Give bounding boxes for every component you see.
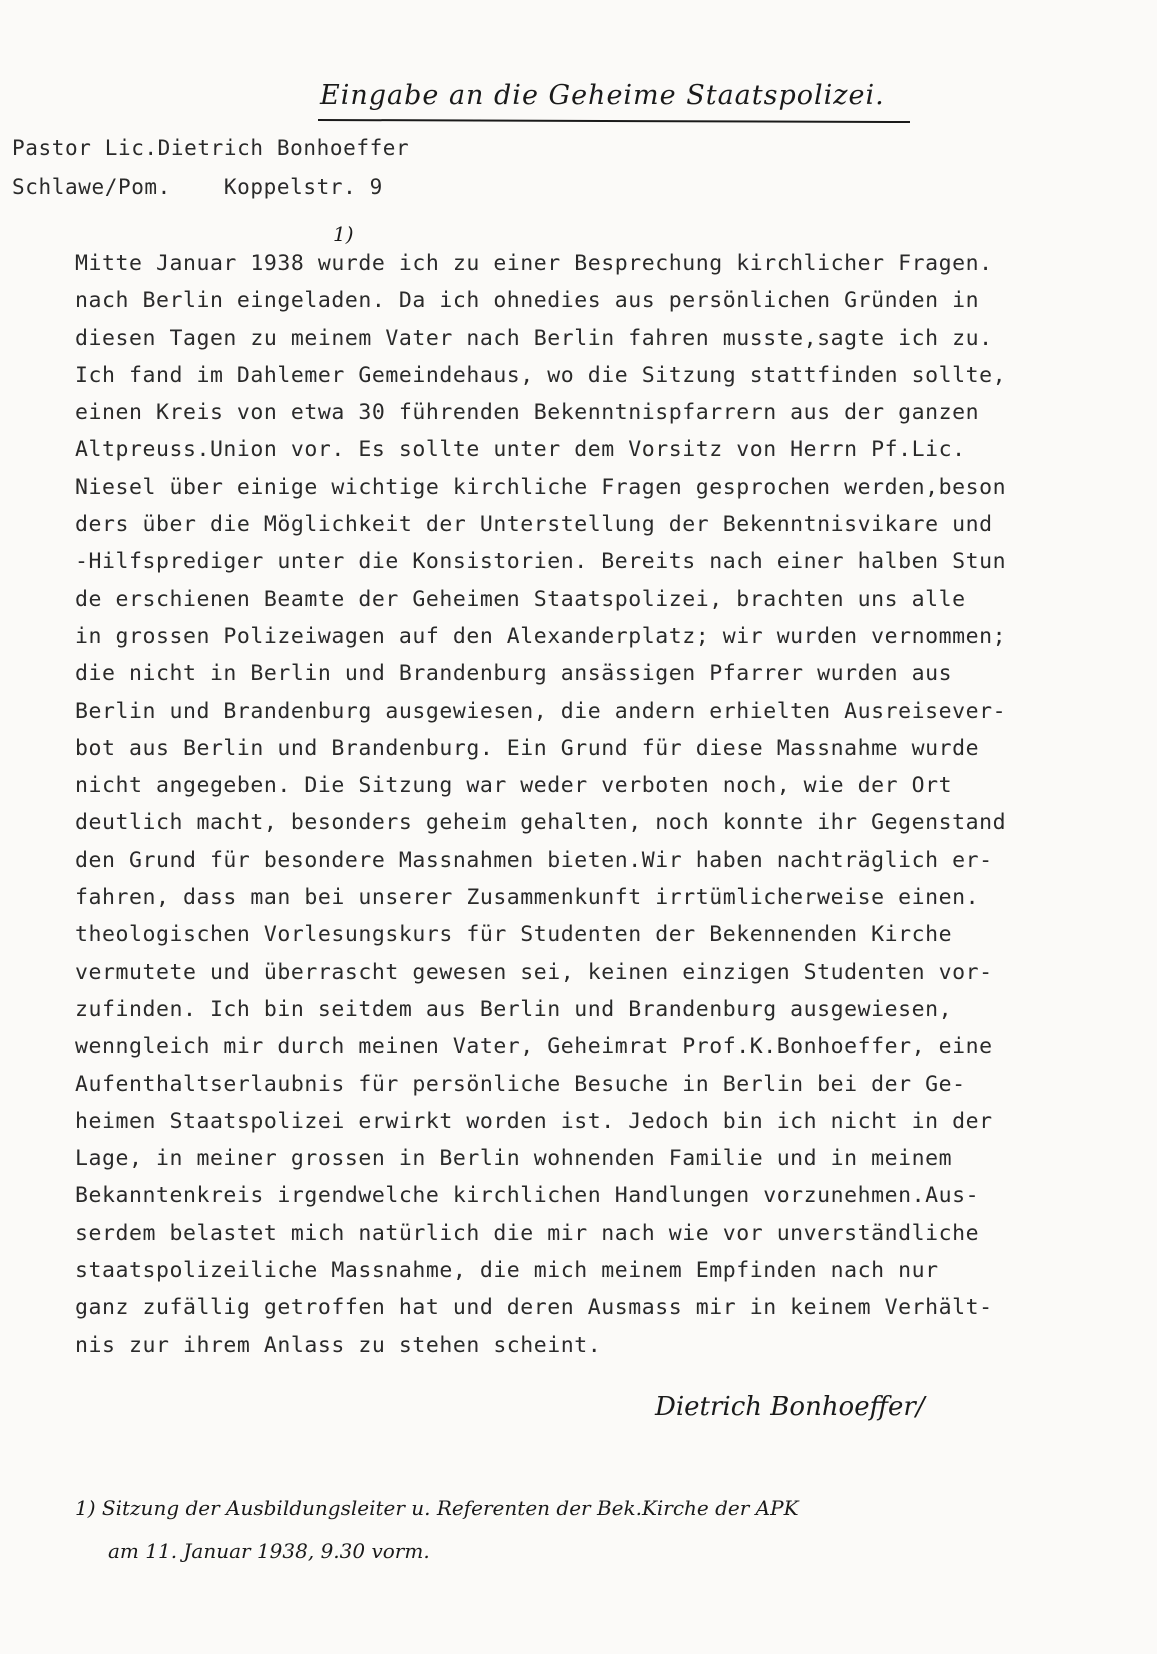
footnote-line-2: am 11. Januar 1938, 9.30 vorm. xyxy=(108,1539,430,1563)
body-line: heimen Staatspolizei erwirkt worden ist. Jedoch bin ich nicht in der xyxy=(75,1108,993,1134)
body-line: den Grund für besondere Massnahmen bieten.Wir haben nachträglich er- xyxy=(75,847,993,873)
body-line: Aufenthaltserlaubnis für persönliche Besuche in Berlin bei der Ge- xyxy=(75,1071,966,1097)
signature: Dietrich Bonhoeffer/ xyxy=(655,1392,925,1422)
footnote-marker: 1) xyxy=(333,222,354,246)
body-line: ganz zufällig getroffen hat und deren Ausmass mir in keinem Verhält- xyxy=(75,1295,993,1321)
body-line: zufinden. Ich bin seitdem aus Berlin und Brandenburg ausgewiesen, xyxy=(75,996,953,1022)
body-line: ders über die Möglichkeit der Unterstellung der Bekenntnisvikare und xyxy=(75,512,993,538)
body-line: die nicht in Berlin und Brandenburg ansässigen Pfarrer wurden aus xyxy=(75,661,953,687)
body-line: serdem belastet mich natürlich die mir nach wie vor unverständliche xyxy=(75,1220,980,1246)
body-line: theologischen Vorlesungskurs für Studenten der Bekennenden Kirche xyxy=(75,922,953,948)
body-line: Niesel über einige wichtige kirchliche Fragen gesprochen werden,beson xyxy=(75,474,1007,500)
body-line: Ich fand im Dahlemer Gemeindehaus, wo die Sitzung stattfinden sollte, xyxy=(75,362,1007,388)
body-line: de erschienen Beamte der Geheimen Staatspolizei, brachten uns alle xyxy=(75,586,966,612)
body-line: deutlich macht, besonders geheim gehalten, noch konnte ihr Gegenstand xyxy=(75,810,1007,836)
body-line: vermutete und überrascht gewesen sei, keinen einzigen Studenten vor- xyxy=(75,959,993,985)
sender-name: Pastor Lic.Dietrich Bonhoeffer xyxy=(12,136,410,160)
body-line: diesen Tagen zu meinem Vater nach Berlin fahren musste,sagte ich zu. xyxy=(75,325,993,351)
body-line: nis zur ihrem Anlass zu stehen scheint. xyxy=(75,1332,602,1358)
body-line: Bekanntenkreis irgendwelche kirchlichen Handlungen vorzunehmen.Aus- xyxy=(75,1183,980,1209)
body-line: staatspolizeiliche Massnahme, die mich meinem Empfinden nach nur xyxy=(75,1258,939,1284)
sender-address: Schlawe/Pom. Koppelstr. 9 xyxy=(12,175,383,199)
body-line: einen Kreis von etwa 30 führenden Bekenntnispfarrern aus der ganzen xyxy=(75,400,980,426)
body-line: fahren, dass man bei unserer Zusammenkunft irrtümlicherweise einen. xyxy=(75,885,980,911)
body-line: Lage, in meiner grossen in Berlin wohnenden Familie und in meinem xyxy=(75,1146,953,1172)
title-underline xyxy=(318,119,910,123)
body-line: -Hilfsprediger unter die Konsistorien. Bereits nach einer halben Stun xyxy=(75,549,1007,575)
footnote-line-1: 1) Sitzung der Ausbildungsleiter u. Referenten der Bek.Kirche der APK xyxy=(75,1496,799,1520)
body-line: nicht angegeben. Die Sitzung war weder verboten noch, wie der Ort xyxy=(75,773,953,799)
body-line: bot aus Berlin und Brandenburg. Ein Grund für diese Massnahme wurde xyxy=(75,735,980,761)
body-line: Mitte Januar 1938 wurde ich zu einer Besprechung kirchlicher Fragen. xyxy=(75,251,993,276)
body-line: wenngleich mir durch meinen Vater, Geheimrat Prof.K.Bonhoeffer, eine xyxy=(75,1034,993,1060)
body-line: Altpreuss.Union vor. Es sollte unter dem Vorsitz von Herrn Pf.Lic. xyxy=(75,437,966,463)
letter-body xyxy=(75,245,1135,1364)
body-line: in grossen Polizeiwagen auf den Alexanderplatz; wir wurden vernommen; xyxy=(75,623,1007,649)
body-line: nach Berlin eingeladen. Da ich ohnedies aus persönlichen Gründen in xyxy=(75,288,980,314)
handwritten-title: Eingabe an die Geheime Staatspolizei. xyxy=(320,80,885,111)
body-line: Berlin und Brandenburg ausgewiesen, die andern erhielten Ausreisever- xyxy=(75,698,1007,724)
